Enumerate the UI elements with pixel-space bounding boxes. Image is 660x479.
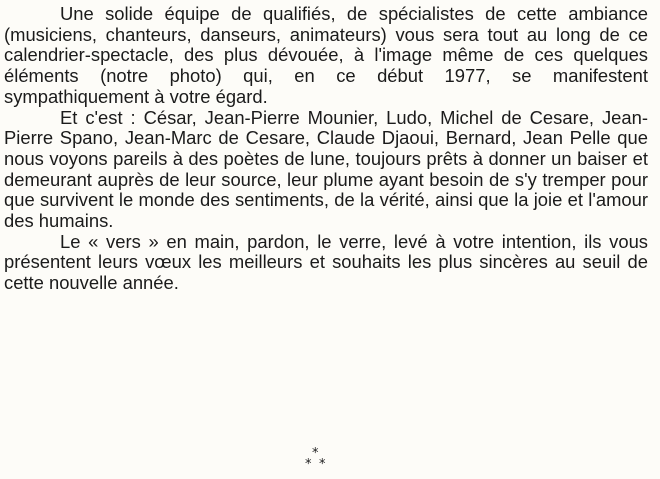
- svg-text:*: *: [319, 457, 326, 472]
- paragraph-wishes: Le « vers » en main, pardon, le verre, levé à votre intention, ils vous présentent leurs vœux les meilleurs et souhaits les plus sincères au seuil de cette nouvelle année.: [4, 230, 648, 294]
- paragraph-intro: Une solide équipe de qualifiés, de spécialistes de cette ambiance (musiciens, chanteurs, danseurs, animateurs) vous sera tout au long de ce calendrier-spectacle, des plus dévouée, à l'image même de ces quelques éléments (notre photo) qui, en ce début 1977, se manifestent sympathiquement à votre égard.: [4, 3, 648, 107]
- svg-text:*: *: [312, 446, 319, 461]
- paragraph-names: Et c'est : César, Jean-Pierre Mounier, Ludo, Michel de Cesare, Jean-Pierre Spano, Jean-Marc de Cesare, Claude Djaoui, Bernard, Jean Pelle que nous voyons pareils à des poètes de lune, toujours prêts à donner un baiser et demeurant auprès de leur source, leur plume ayant besoin de s'y tremper pour que survivent le monde des sentiments, de la vérité, ainsi que la joie et l'amour des humains.: [4, 106, 648, 232]
- svg-text:*: *: [305, 457, 312, 472]
- article-column: [4, 4, 648, 294]
- asterism-icon: [300, 446, 336, 472]
